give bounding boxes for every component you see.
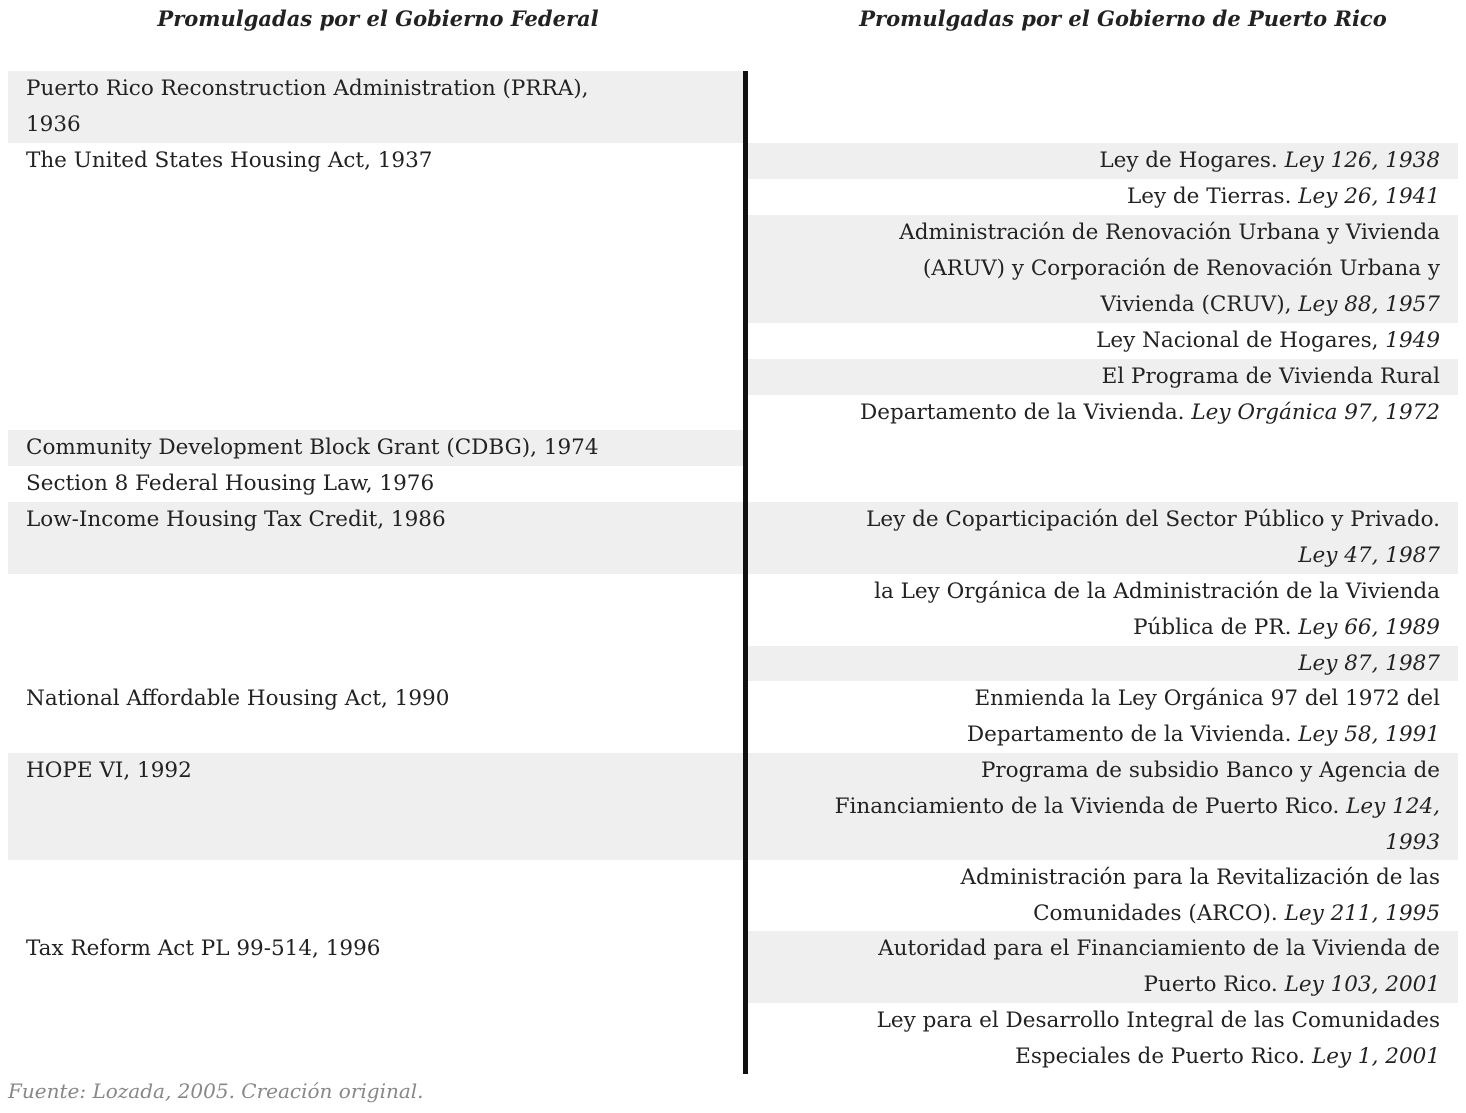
federal-law-row (8, 466, 744, 502)
pr-law-text: Ley de Coparticipación del Sector Público y Privado. (866, 507, 1440, 532)
federal-law-line: Tax Reform Act PL 99-514, 1996 (26, 936, 381, 961)
federal-law-line: Low-Income Housing Tax Credit, 1986 (26, 507, 446, 532)
pr-law-reference: Ley 211, 1995 (1284, 900, 1440, 926)
federal-law-line: Puerto Rico Reconstruction Administration (PRRA), (26, 76, 589, 101)
pr-law-reference: 1949 (1385, 328, 1440, 353)
pr-law-reference: Ley Orgánica 97, 1972 (1191, 400, 1440, 425)
federal-law-row (8, 430, 744, 466)
pr-law-text: Programa de subsidio Banco y Agencia de (980, 758, 1440, 783)
pr-law-line (748, 967, 1440, 1003)
pr-law-line (748, 287, 1440, 323)
federal-law-line: 1936 (26, 111, 81, 137)
pr-law-row (748, 215, 1458, 323)
pr-law-text: Autoridad para el Financiamiento de la Vivienda de (878, 936, 1440, 961)
pr-law-text: Ley Nacional de Hogares, (1096, 328, 1386, 353)
pr-law-row (748, 502, 1458, 574)
pr-law-text: la Ley Orgánica de la Administración de la Vivienda (874, 579, 1440, 604)
federal-law-row (8, 71, 744, 143)
federal-law-line: Section 8 Federal Housing Law, 1976 (26, 471, 435, 496)
pr-law-row (748, 1003, 1458, 1074)
pr-law-text: Departamento de la Vivienda. (859, 400, 1192, 425)
pr-law-line (748, 359, 1440, 395)
pr-law-line (748, 646, 1440, 682)
pr-law-text: Ley de Hogares. (1099, 148, 1285, 173)
pr-law-line (748, 681, 1440, 717)
pr-law-line (748, 323, 1440, 359)
pr-law-row (748, 931, 1458, 1003)
pr-law-line (748, 215, 1440, 251)
pr-law-row (748, 574, 1458, 646)
federal-law-row (8, 502, 744, 574)
pr-law-line (748, 860, 1440, 896)
federal-column-header: Promulgadas por el Gobierno Federal (157, 6, 599, 31)
pr-law-text: Ley de Tierras. (1126, 184, 1299, 209)
pr-law-row (748, 646, 1458, 681)
pr-law-line (748, 395, 1440, 431)
source-note: Fuente: Lozada, 2005. Creación original. (8, 1079, 424, 1103)
federal-law-line: HOPE VI, 1992 (26, 758, 192, 783)
federal-law-row (8, 753, 744, 860)
pr-law-line (748, 825, 1440, 861)
pr-law-text: Ley para el Desarrollo Integral de las Comunidades (876, 1008, 1440, 1033)
pr-law-text: Pública de PR. (1133, 614, 1299, 640)
pr-law-line (748, 610, 1440, 646)
pr-law-line (748, 789, 1440, 825)
pr-law-reference: Ley 26, 1941 (1298, 184, 1440, 209)
pr-law-line (748, 143, 1440, 179)
pr-law-reference: Ley 124, (1346, 793, 1440, 819)
pr-law-line (748, 896, 1440, 932)
puerto-rico-column-header: Promulgadas por el Gobierno de Puerto Rico (859, 6, 1387, 31)
pr-law-reference: Ley 1, 2001 (1311, 1043, 1440, 1069)
pr-law-row (748, 179, 1458, 215)
pr-law-text: Departamento de la Vivienda. (966, 721, 1299, 747)
pr-law-line (748, 251, 1440, 287)
pr-law-row (748, 395, 1458, 430)
pr-law-text: Puerto Rico. (1143, 971, 1285, 997)
pr-law-row (748, 860, 1458, 931)
federal-law-row (8, 681, 744, 753)
pr-law-line (748, 931, 1440, 967)
pr-law-reference: Ley 87, 1987 (1298, 651, 1440, 676)
pr-law-line (748, 502, 1440, 538)
pr-law-reference: Ley 126, 1938 (1284, 148, 1440, 173)
pr-law-line (748, 574, 1440, 610)
pr-law-row (748, 753, 1458, 860)
pr-law-row (748, 143, 1458, 179)
pr-law-line (748, 1003, 1440, 1039)
pr-law-line (748, 717, 1440, 753)
federal-law-line: The United States Housing Act, 1937 (26, 148, 433, 173)
pr-law-reference: Ley 47, 1987 (1298, 542, 1440, 568)
pr-law-text: (ARUV) y Corporación de Renovación Urbana y (922, 255, 1440, 281)
federal-law-line: National Affordable Housing Act, 1990 (26, 686, 450, 711)
federal-law-row (8, 931, 744, 1003)
federal-law-line: Community Development Block Grant (CDBG), 1974 (26, 435, 599, 460)
pr-law-row (748, 359, 1458, 395)
pr-law-row (748, 323, 1458, 359)
pr-law-text: Vivienda (CRUV), (1100, 291, 1299, 317)
pr-law-text: Comunidades (ARCO). (1033, 900, 1285, 926)
pr-law-reference: 1993 (1385, 829, 1440, 855)
federal-law-row (8, 143, 744, 179)
pr-law-line (748, 538, 1440, 574)
pr-law-line (748, 179, 1440, 215)
pr-law-text: Administración de Renovación Urbana y Vivienda (899, 220, 1440, 245)
pr-law-reference: Ley 88, 1957 (1298, 291, 1440, 317)
pr-law-text: El Programa de Vivienda Rural (1101, 364, 1440, 389)
pr-law-line (748, 753, 1440, 789)
pr-law-text: Administración para la Revitalización de las (960, 865, 1440, 890)
pr-law-row (748, 681, 1458, 753)
pr-law-line (748, 1039, 1440, 1075)
pr-law-text: Financiamiento de la Vivienda de Puerto Rico. (834, 793, 1347, 819)
pr-law-reference: Ley 66, 1989 (1298, 614, 1440, 640)
column-divider (743, 71, 748, 1074)
pr-law-text: Enmienda la Ley Orgánica 97 del 1972 del (974, 686, 1440, 711)
pr-law-reference: Ley 58, 1991 (1298, 721, 1440, 747)
pr-law-text: Especiales de Puerto Rico. (1015, 1043, 1312, 1069)
pr-law-reference: Ley 103, 2001 (1284, 971, 1440, 997)
